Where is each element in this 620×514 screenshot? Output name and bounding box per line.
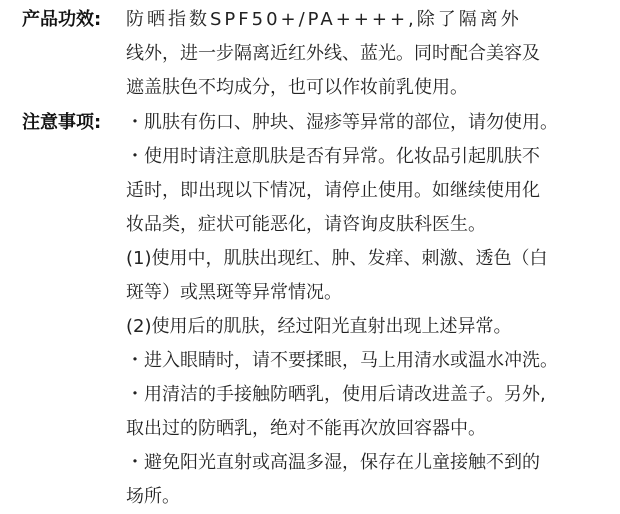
notes-line: ・肌肤有伤口、肿块、湿疹等异常的部位，请勿使用。 [126,112,558,133]
efficacy-line: 线外，进一步隔离近红外线、蓝光。同时配合美容及 [126,43,540,64]
notes-line: 适时，即出现以下情况，请停止使用。如继续使用化 [126,180,540,201]
notes-line: ・进入眼睛时，请不要揉眼，马上用清水或温水冲洗。 [126,350,558,371]
efficacy-line: 防晒指数SPF50+/PA++++,除了隔离外 [126,9,522,30]
notes-line: (1)使用中，肌肤出现红、肿、发痒、刺激、透色（白 [126,248,548,269]
notes-line: 场所。 [126,486,180,507]
notes-line: 斑等）或黑斑等异常情况。 [126,282,342,303]
efficacy-label: 产品功效: [22,9,102,30]
efficacy-line: 遮盖肤色不均成分，也可以作妆前乳使用。 [126,77,468,98]
notes-line: ・用清洁的手接触防晒乳，使用后请改进盖子。另外, [126,384,546,405]
notes-text [126,106,598,514]
notes-line: ・避免阳光直射或高温多湿，保存在儿童接触不到的 [126,452,540,473]
notes-line: 取出过的防晒乳，绝对不能再次放回容器中。 [126,418,486,439]
efficacy-text [126,3,598,105]
notes-line: 妆品类，症状可能恶化，请咨询皮肤科医生。 [126,214,486,235]
notes-line: ・使用时请注意肌肤是否有异常。化妆品引起肌肤不 [126,146,540,167]
notes-line: (2)使用后的肌肤，经过阳光直射出现上述异常。 [126,316,512,337]
notes-label: 注意事项: [22,112,102,133]
